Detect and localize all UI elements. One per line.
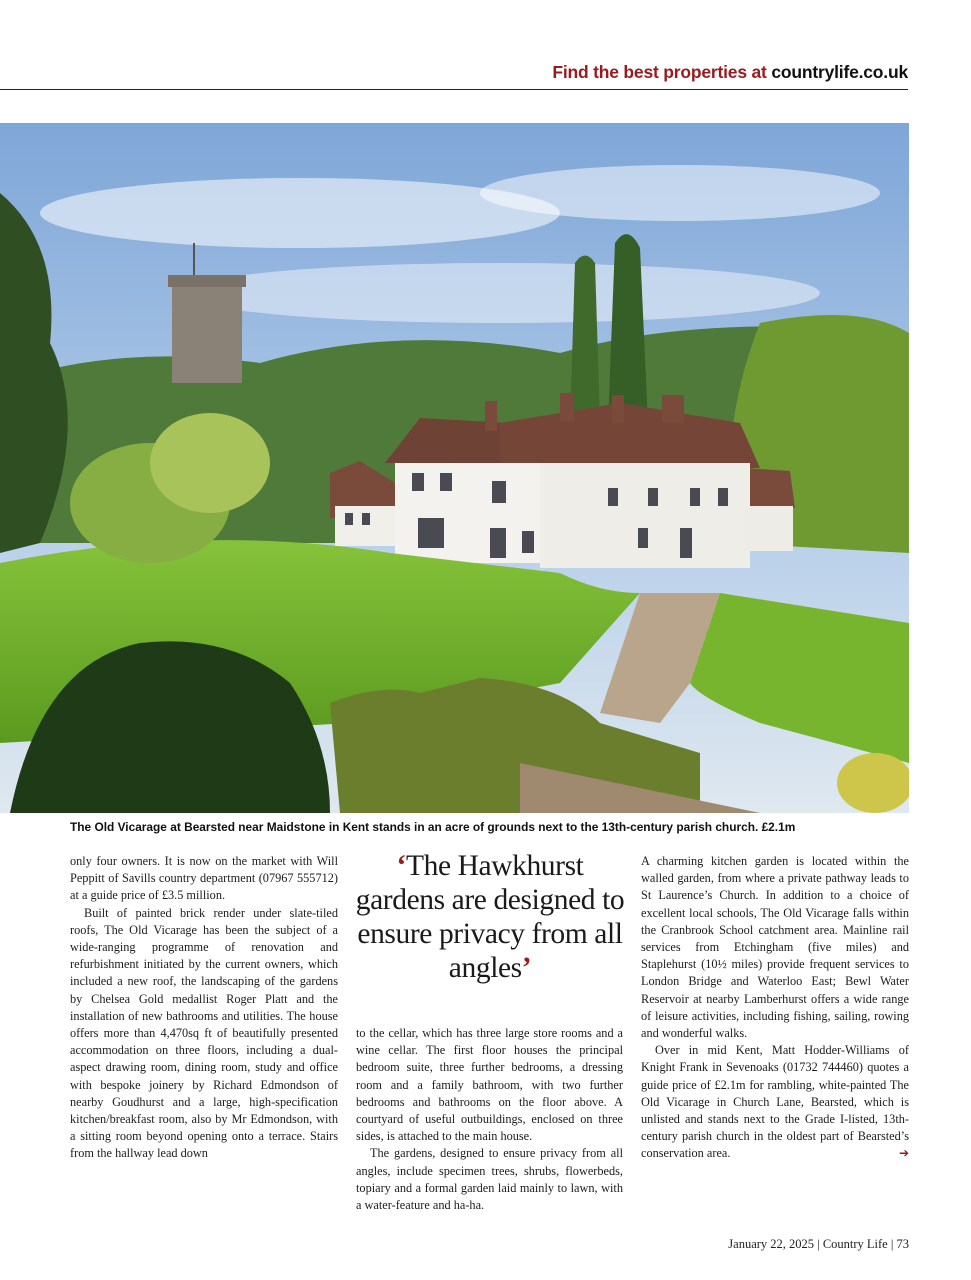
magazine-name: Country Life	[822, 1237, 888, 1251]
article-column-2	[356, 1025, 623, 1214]
open-quote-mark: ‘	[396, 850, 406, 882]
photo-caption: The Old Vicarage at Bearsted near Maidstone in Kent stands in an acre of grounds next to the 13th-century parish church. £2.1m	[70, 820, 796, 834]
footer-separator: |	[890, 1237, 894, 1251]
close-quote-mark: ’	[521, 952, 532, 984]
property-photo	[0, 123, 909, 813]
pull-quote-text: The Hawkhurst gardens are designed to ensure privacy from all angles	[355, 850, 625, 984]
page-number: 73	[896, 1237, 909, 1251]
col3-paragraph: A charming kitchen garden is located within the walled garden, from where a private pathway leads to St Laurence’s Church. In addition to a choice of excellent local schools, The Old Vicarage falls within the Cranbrook School catchment area. Mainline rail services from Etchingham (five miles) and Staplehurst (10½ miles) provide frequent services to London Bridge and Waterloo East; Bewl Water Reservoir at nearby Lamberhurst offers a wide range of leisure activities, including fishing, sailing, rowing and wonderful walks.	[641, 854, 909, 1041]
article-column-1	[70, 853, 338, 1163]
col1-paragraph: Built of painted brick render under slate-tiled roofs, The Old Vicarage has been the subject of a wide-ranging programme of renovation and refurbishment initiated by the current owners, which included a new roof, the landscaping of the gardens by Chelsea Gold medallist Roger Platt and the installation of new bathrooms and utilities. The house offers more than 4,470sq ft of beautifully presented accommodation on three floors, including a dual-aspect drawing room, dining room, study and office with bespoke joinery by Richard Edmondson of nearby Goudhurst and a large, high-specification kitchen/breakfast room, also by Mr Edmondson, with a sitting room beyond opening onto a terrace. Stairs from the hallway lead down	[70, 905, 338, 1161]
footer-separator: |	[817, 1237, 820, 1251]
header-tagline: Find the best properties at	[552, 62, 767, 82]
pull-quote	[355, 849, 625, 985]
issue-date: January 22, 2025	[728, 1237, 815, 1251]
article-column-3	[641, 853, 909, 1163]
col1-paragraph: only four owners. It is now on the market with Will Peppitt of Savills country department (07967 555712) at a guide price of £3.5 million.	[70, 854, 338, 903]
page-header	[552, 62, 908, 83]
col2-paragraph: The gardens, designed to ensure privacy from all angles, include specimen trees, shrubs, flowerbeds, topiary and a formal garden laid mainly to lawn, with a water-feature and ha-ha.	[356, 1146, 623, 1213]
header-site-link[interactable]: countrylife.co.uk	[771, 62, 908, 82]
col3-paragraph	[641, 1042, 909, 1162]
arrow-right-icon: ➔	[898, 1146, 909, 1161]
col3-paragraph-text: Over in mid Kent, Matt Hodder-Williams of Knight Frank in Sevenoaks (01732 744460) quotes a guide price of £2.1m for rambling, white-painted The Old Vicarage in Church Lane, Bearsted, which is unlisted and stands next to the Grade I-listed, 13th-century parish church in the oldest part of Bearsted’s conservation area.	[641, 1043, 909, 1161]
page-footer	[728, 1237, 909, 1252]
col2-paragraph: to the cellar, which has three large store rooms and a wine cellar. The first floor houses the principal bedroom suite, three further bedrooms, a dressing room and a family bathroom, with two further bedrooms and bathrooms on the floor above. A courtyard of useful outbuildings, enclosed on three sides, is attached to the main house.	[356, 1026, 623, 1144]
header-rule	[0, 89, 908, 90]
